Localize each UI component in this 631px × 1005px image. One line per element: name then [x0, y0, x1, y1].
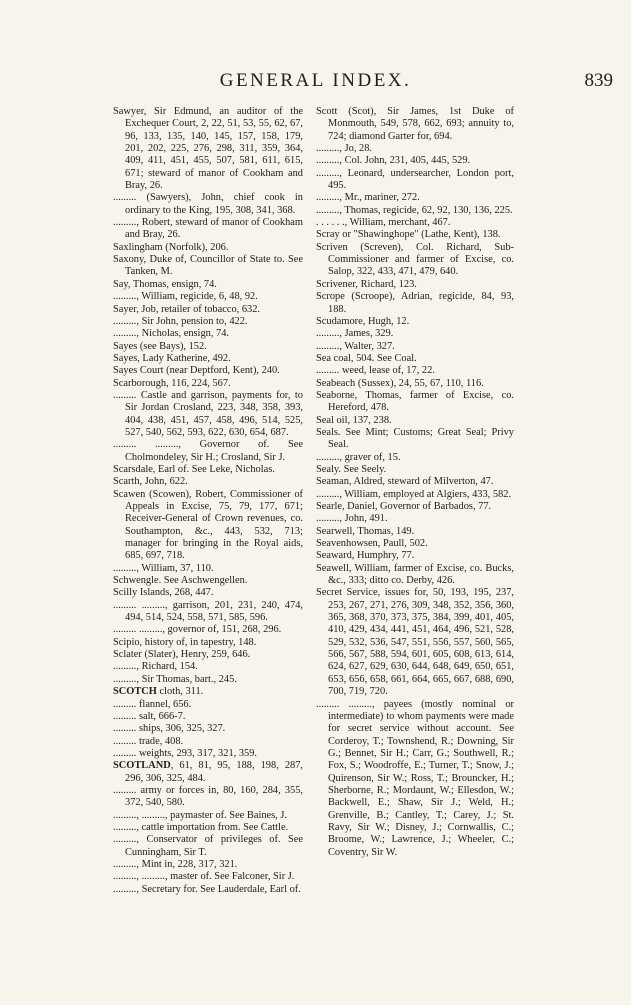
- index-entry: ......... flannel, 656.: [113, 698, 192, 710]
- index-entry: Say, Thomas, ensign, 74.: [113, 278, 217, 290]
- index-entry: Scrope (Scroope), Adrian, regicide, 84, 93, 188.: [316, 291, 514, 315]
- index-entry: Seavenhowsen, Paull, 502.: [316, 538, 428, 550]
- index-entry: ........., ........., paymaster of. See Baines, J.: [113, 809, 288, 821]
- index-entry: ......... weights, 293, 317, 321, 359.: [113, 747, 258, 759]
- index-entry: Schwengle. See Aschwengellen.: [113, 575, 248, 587]
- index-entry: SCOTCH cloth, 311.: [113, 686, 204, 698]
- index-entry: ........., Nicholas, ensign, 74.: [113, 328, 230, 340]
- index-entry: ........., graver of, 15.: [316, 451, 401, 463]
- index-entry: Scarsdale, Earl of. See Leke, Nicholas.: [113, 463, 275, 475]
- index-entry: ........., Sir John, pension to, 422.: [113, 315, 248, 327]
- index-entry: Sayes Court (near Deptford, Kent), 240.: [113, 365, 280, 377]
- index-entry: Seawell, William, farmer of Excise, co. Bucks, &c., 333; ditto co. Derby, 426.: [316, 562, 514, 587]
- index-entry: ........., Walter, 327.: [316, 340, 395, 352]
- page-header: [0, 70, 631, 94]
- index-entry: Seaborne, Thomas, farmer of Excise, co. Hereford, 478.: [316, 389, 514, 414]
- index-entry: ........., Mr., mariner, 272.: [316, 192, 420, 204]
- index-entry: Sayes (see Bays), 152.: [113, 340, 207, 352]
- index-entry: Sea coal, 504. See Coal.: [316, 352, 417, 364]
- index-entry: ......... (Sawyers), John, chief cook in ordinary to the King, 195, 308, 341, 368.: [113, 192, 303, 216]
- index-entry: ......... Castle and garrison, payments for, to Sir Jordan Crosland, 223, 348, 358, 393, 404, 438, 451, 457, 458, 496, 514, 525, 527, 540, 562, 593, 622, 630, 654, 687.: [113, 389, 303, 438]
- index-entry: Sayer, Job, retailer of tobacco, 632.: [113, 303, 261, 315]
- index-entry: Scarborough, 116, 224, 567.: [113, 377, 231, 389]
- index-entry: ......... ........., payees (mostly nominal or intermediate) to whom payments were made for secret service without account. See Corderoy, T.; Townshend, R.; Downing, Sir G.; Bennet, Sir H.; Carr, G.; Southwell, R.; Fox, S.; Woodroffe, E.; Turner, T.; Snow, J.; Quirenson, Sir W.; Ross, T.; Brouncker, H.; Sherborne, R.; Mordaunt, W.; Ellesdon, W.; Backwell, E.; Shaw, Sir J.; Weld, H.; Grenville, B.; Cantley, T.; Carey, J.; St. Ravy, Sir W.; Disney, J.; Cornwallis, C.; Broome, W.; Lawrence, J.; Wheeler, C.; Coventry, Sir W.: [316, 698, 514, 858]
- index-entry: ........., Leonard, undersearcher, London port, 495.: [316, 167, 514, 192]
- index-entry: ........., Mint in, 228, 317, 321.: [113, 858, 238, 870]
- index-entry: Scawen (Scowen), Robert, Commissioner of Appeals in Excise, 75, 79, 177, 671; Receiver-General of Crown revenues, co. Southampton, &c., 443, 532, 713; manager for bringing in the Royal aids, 685, 697, 718.: [113, 488, 303, 562]
- index-entry: Sealy. See Seely.: [316, 463, 387, 475]
- page-number: 839: [584, 70, 613, 91]
- index-entry: ......... weed, lease of, 17, 22.: [316, 365, 435, 377]
- index-entry: ......... trade, 408.: [113, 735, 184, 747]
- index-entry: Scray or "Shawinghope" (Lathe, Kent), 138.: [316, 229, 501, 241]
- index-entry: ......... ........., garrison, 201, 231, 240, 474, 494, 514, 524, 558, 571, 585, 596.: [113, 599, 303, 624]
- index-entry: ......... ........., governor of, 151, 268, 296.: [113, 624, 282, 636]
- index-entry: Scipio, history of, in tapestry, 148.: [113, 636, 257, 648]
- index-entry: Seal oil, 137, 238.: [316, 414, 392, 426]
- index-entry: ........., Robert, steward of manor of Cookham and Bray, 26.: [113, 217, 303, 241]
- index-entry: Seaman, Aldred, steward of Milverton, 47.: [316, 476, 494, 488]
- index-entry: . . . . . ., William, merchant, 467.: [316, 217, 451, 229]
- index-entry: Seaward, Humphry, 77.: [316, 550, 415, 562]
- index-entry: Scott (Scot), Sir James, 1st Duke of Monmouth, 549, 578, 662, 693; annuity to, 724; diamond Garter for, 694.: [316, 106, 514, 142]
- index-entry: ........., James, 329.: [316, 328, 394, 340]
- index-entry: ......... ships, 306, 325, 327.: [113, 723, 226, 735]
- index-entry: ......... army or forces in, 80, 160, 284, 355, 372, 540, 580.: [113, 784, 303, 809]
- index-entry: Searle, Daniel, Governor of Barbados, 77.: [316, 501, 492, 512]
- index-entry: ........., Sir Thomas, bart., 245.: [113, 673, 237, 685]
- index-entry: Saxony, Duke of, Councillor of State to. See Tanken, M.: [113, 254, 303, 278]
- index-entry: Seals. See Mint; Customs; Great Seal; Privy Seal.: [316, 426, 514, 451]
- index-entry: ........., Secretary for. See Lauderdale, Earl of.: [113, 883, 301, 895]
- index-entry: Sclater (Slater), Henry, 259, 646.: [113, 649, 251, 661]
- index-entry: ........., John, 491.: [316, 513, 388, 525]
- index-entry: Saxlingham (Norfolk), 206.: [113, 241, 229, 253]
- index-entry: Scrivener, Richard, 123.: [316, 278, 417, 290]
- index-entry: SCOTLAND, 61, 81, 95, 188, 198, 287, 296, 306, 325, 484.: [113, 760, 303, 784]
- index-entry: ........., Col. John, 231, 405, 445, 529.: [316, 155, 471, 167]
- index-entry: Scriven (Screven), Col. Richard, Sub-Commissioner and farmer of Excise, co. Salop, 322, 433, 471, 479, 640.: [316, 241, 514, 278]
- index-entry: ........., William, 37, 110.: [113, 562, 214, 574]
- index-entry: Sayes, Lady Katherine, 492.: [113, 352, 231, 364]
- index-entry: Scudamore, Hugh, 12.: [316, 315, 410, 327]
- index-entry: Sawyer, Sir Edmund, an auditor of the Exchequer Court, 2, 22, 51, 53, 55, 62, 67, 96, 133, 135, 140, 145, 157, 158, 179, 201, 202, 225, 276, 298, 311, 359, 364, 409, 411, 451, 455, 507, 581, 611, 615, 671; steward of manor of Cookham and Bray, 26.: [113, 106, 303, 192]
- index-entry: ......... salt, 666-7.: [113, 710, 186, 722]
- index-entry: ........., ........., master of. See Falconer, Sir J.: [113, 871, 295, 883]
- index-entry: ........., cattle importation from. See Cattle.: [113, 821, 289, 833]
- page-title: GENERAL INDEX.: [219, 70, 412, 91]
- index-entry: ........., Thomas, regicide, 62, 92, 130, 136, 225.: [316, 204, 513, 216]
- index-entry: ........., Richard, 154.: [113, 661, 198, 673]
- index-entry: Seabeach (Sussex), 24, 55, 67, 110, 116.: [316, 377, 484, 389]
- index-entry: ........., Conservator of privileges of. See Cunningham, Sir T.: [113, 834, 303, 858]
- index-entry: ......... ........., Governor of. See Cholmondeley, Sir H.; Crosland, Sir J.: [113, 439, 303, 463]
- index-entry: Secret Service, issues for, 50, 193, 195, 237, 253, 267, 271, 276, 309, 348, 352, 356, 360, 365, 368, 370, 373, 375, 384, 399, 401, 405, 410, 429, 434, 441, 451, 464, 496, 521, 528, 529, 532, 536, 547, 551, 556, 557, 560, 565, 566, 567, 588, 594, 601, 605, 608, 613, 614, 624, 627, 629, 630, 644, 648, 649, 650, 651, 653, 656, 658, 661, 664, 665, 667, 688, 690, 700, 719, 720.: [316, 587, 514, 698]
- index-entry: Searwell, Thomas, 149.: [316, 525, 415, 537]
- index-column-right: [316, 106, 514, 859]
- index-column-left: [113, 106, 303, 896]
- index-entry: ........., William, employed at Algiers, 433, 582.: [316, 488, 512, 500]
- index-entry: Scarth, John, 622.: [113, 476, 188, 488]
- index-entry: Scilly Islands, 268, 447.: [113, 587, 214, 599]
- index-entry: ........., William, regicide, 6, 48, 92.: [113, 291, 258, 303]
- index-entry: ........., Jo, 28.: [316, 143, 372, 155]
